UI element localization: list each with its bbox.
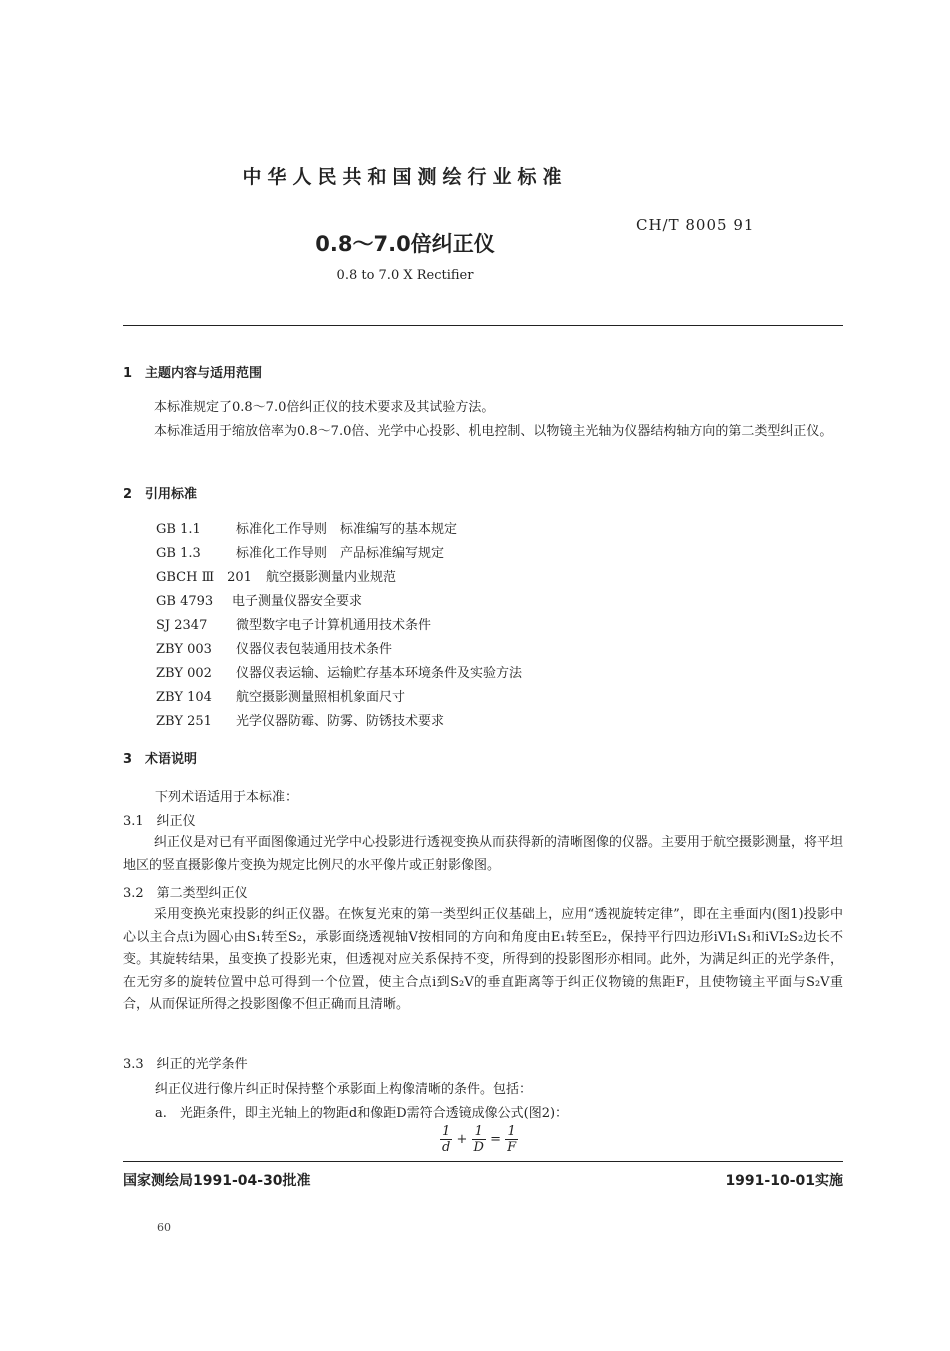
section-3-1-text: 纠正仪是对已有平面图像通过光学中心投影进行透视变换从而获得新的清晰图像的仪器。主要用于航空摄影测量，将平坦地区的竖直摄影像片变换为规定比例尺的水平像片或正射影像图。 [123,835,844,873]
section-3-3-heading: 3.3 纠正的光学条件 [123,1057,248,1072]
document-subtitle: 0.8 to 7.0 X Rectifier [336,268,474,283]
org-title: 中华人民共和国测绘行业标准 [242,166,568,188]
section-1-heading: 1 主题内容与适用范围 [123,366,263,381]
document-title: 0.8～7.0倍纠正仪 [315,232,495,256]
approval-date: 国家测绘局1991-04-30批准 [123,1173,311,1189]
page-number: 60 [157,1221,171,1234]
reference-item: SJ 2347 微型数字电子计算机通用技术条件 [156,618,432,633]
section-3-3-text: 纠正仪进行像片纠正时保持整个承影面上构像清晰的条件。包括： [155,1082,533,1097]
section-2-heading: 2 引用标准 [123,487,198,502]
section-3-heading: 3 术语说明 [123,752,198,767]
section-3-2-text: 采用变换光束投影的纠正仪器。在恢复光束的第一类型纠正仪基础上，应用“透视旋转定律”，即在主垂面内(图1)投影中心以主合点i为圆心由S₁转至S₂，承影面绕透视轴V按相同的方向和角度由E₁转至E₂，保持平行四边形iVI₁S₁和iVI₂S₂边长不变。其旋转结果，虽变换了投影光束，但透视对应关系保持不变，所得到的投影图形亦相同。此外，为满足纠正的光学条件，在无穷多的旋转位置中总可得到一个位置，使主合点i到S₂V的垂直距离等于纠正仪物镜的焦距F，且使物镜主平面与S₂V重合，从而保证所得之投影图像不但正确而且清晰。 [123,907,843,1012]
lens-formula: $\frac{1}{d}$ + $\frac{1}{D}$ = $\frac{1}{F}$ [442,1124,517,1155]
reference-item: GB 1.3 标准化工作导则 产品标准编写规定 [156,546,445,561]
section-1-para-1: 本标准规定了0.8～7.0倍纠正仪的技术要求及其试验方法。 [154,400,495,415]
section-3-1-heading: 3.1 纠正仪 [123,814,196,829]
section-1-para-2: 本标准适用于缩放倍率为0.8～7.0倍、光学中心投影、机电控制、以物镜主光轴为仪器结构轴方向的第二类型纠正仪。 [154,424,833,439]
implementation-date: 1991-10-01实施 [725,1173,843,1189]
section-3-intro: 下列术语适用于本标准： [155,790,299,805]
reference-item: GBCH Ⅲ 201 航空摄影测量内业规范 [156,570,397,585]
reference-item: GB 1.1 标准化工作导则 标准编写的基本规定 [156,522,458,537]
reference-item: ZBY 003 仪器仪表包装通用技术条件 [156,642,393,657]
footer-rule [123,1161,843,1162]
reference-item: ZBY 104 航空摄影测量照相机象面尺寸 [156,690,406,705]
section-3-3-item-a: a. 光距条件，即主光轴上的物距d和像距D需符合透镜成像公式(图2)： [155,1106,569,1121]
standard-code: CH/T 8005 91 [636,216,755,234]
reference-item: ZBY 002 仪器仪表运输、运输贮存基本环境条件及实验方法 [156,666,523,681]
reference-item: GB 4793 电子测量仪器安全要求 [156,594,363,609]
section-3-2-heading: 3.2 第二类型纠正仪 [123,886,248,901]
header-rule [123,325,843,326]
reference-item: ZBY 251 光学仪器防霉、防雾、防锈技术要求 [156,714,445,729]
